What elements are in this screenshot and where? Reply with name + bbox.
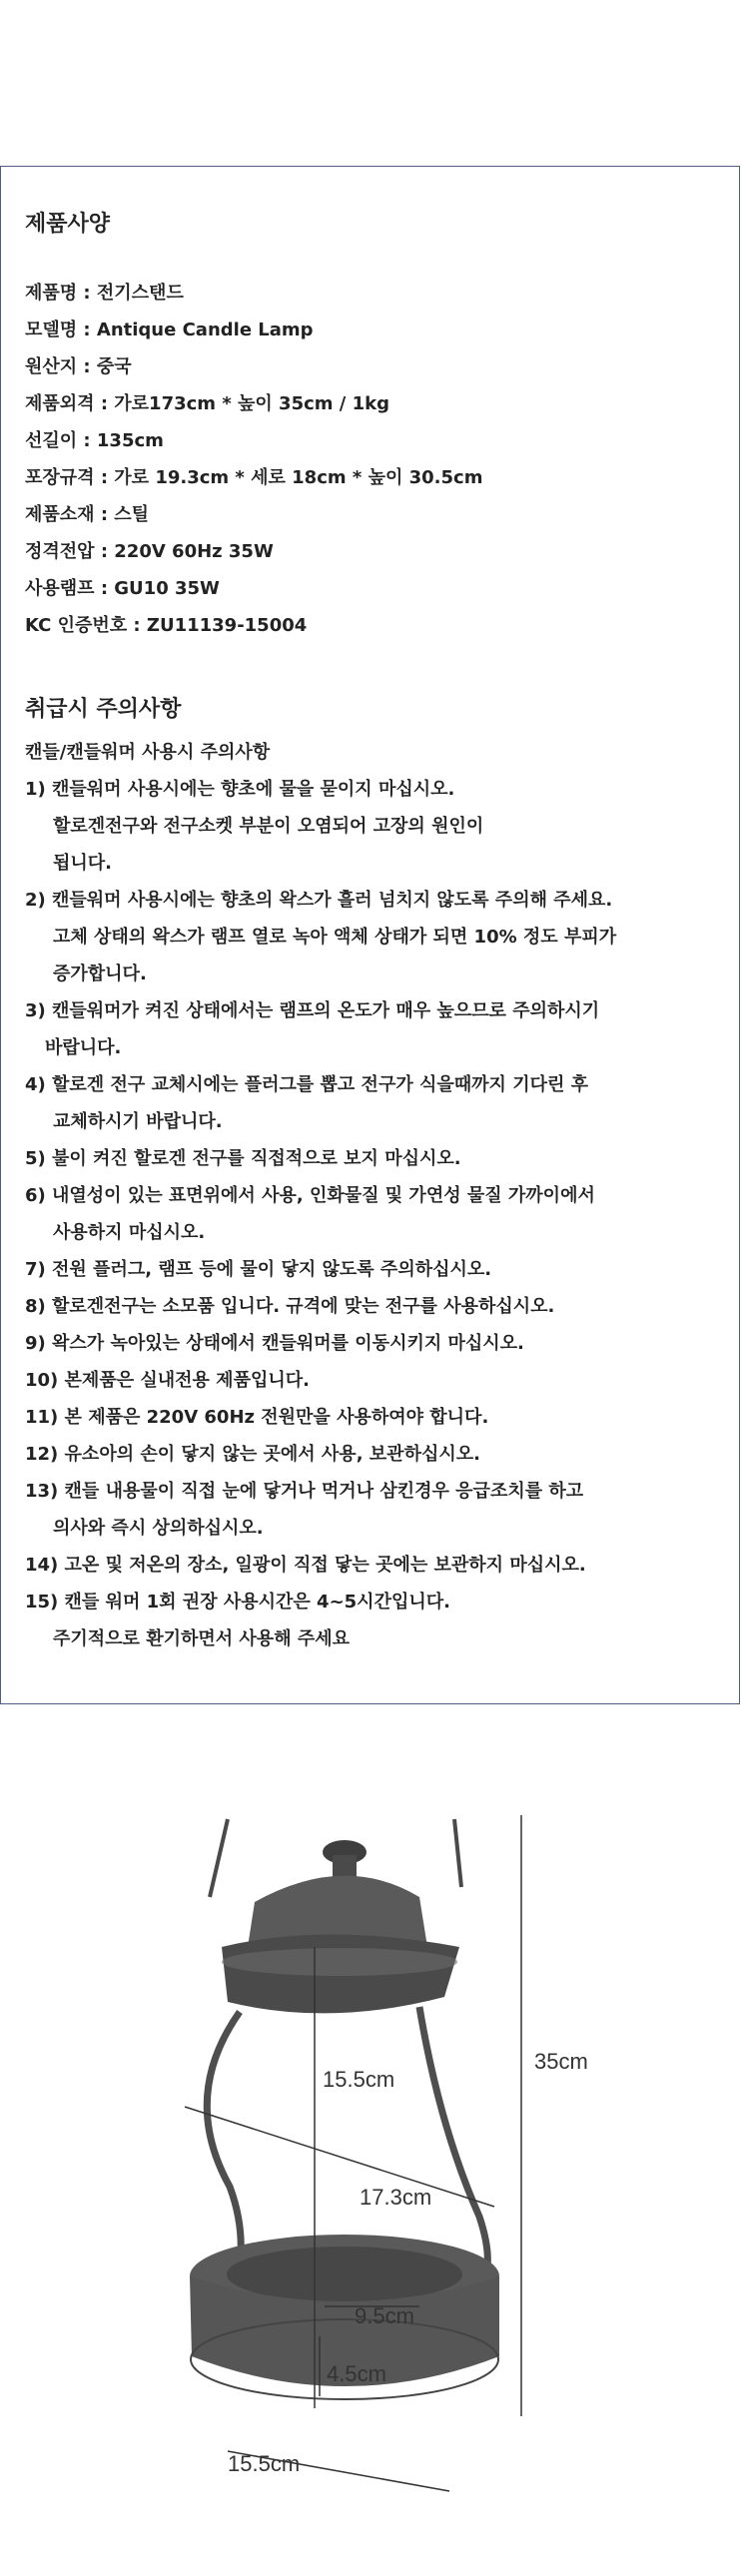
caution-line: 고체 상태의 왁스가 램프 열로 녹아 액체 상태가 되면 10% 정도 부피가 (53, 927, 617, 948)
base-width-label: 15.5cm (228, 2451, 301, 2476)
height-label: 35cm (534, 2049, 588, 2074)
caution-line: 5) 불이 켜진 할로겐 전구를 직접적으로 보지 마십시오. (25, 1148, 461, 1169)
caution-line: 4) 할로겐 전구 교체시에는 플러그를 뽑고 전구가 식을때까지 기다린 후 (25, 1074, 589, 1095)
base-height-label: 4.5cm (327, 2361, 386, 2386)
caution-line: 증가합니다. (53, 964, 147, 984)
spec-row: 제품명 : 전기스탠드 (25, 283, 184, 304)
inner-height-label: 15.5cm (323, 2067, 395, 2092)
caution-line: 11) 본 제품은 220V 60Hz 전원만을 사용하여야 합니다. (25, 1407, 489, 1428)
handle-wire-right (454, 1819, 461, 1887)
base-inner-label: 9.5cm (355, 2303, 414, 2328)
spec-row: 모델명 : Antique Candle Lamp (25, 320, 314, 340)
caution-line: 2) 캔들워머 사용시에는 향초의 왁스가 흘러 넘치지 않도록 주의해 주세요. (25, 890, 613, 911)
caution-line: 7) 전원 플러그, 램프 등에 물이 닿지 않도록 주의하십시오. (25, 1259, 492, 1280)
spec-panel (0, 166, 740, 1704)
caution-line: 사용하지 마십시오. (53, 1222, 206, 1243)
spec-row: 선길이 : 135cm (25, 430, 164, 451)
spec-row: KC 인증번호 : ZU11139-15004 (25, 615, 308, 636)
caution-line: 1) 캔들워머 사용시에는 향초에 물을 묻이지 마십시오. (25, 779, 455, 800)
caution-title: 취급시 주의사항 (25, 697, 182, 722)
lamp-base-plate (227, 2247, 462, 2302)
lamp-hood-rim (222, 1948, 457, 1976)
handle-wire-left (210, 1819, 228, 1897)
caution-line: 8) 할로겐전구는 소모품 입니다. 규격에 맞는 전구를 사용하십시오. (25, 1296, 555, 1317)
spec-row: 사용램프 : GU10 35W (25, 578, 220, 599)
caution-line: 교체하시기 바랍니다. (53, 1111, 223, 1132)
spec-row: 포장규격 : 가로 19.3cm * 세로 18cm * 높이 30.5cm (25, 467, 483, 488)
caution-line: 6) 내열성이 있는 표면위에서 사용, 인화물질 및 가연성 물질 가까이에서 (25, 1185, 595, 1206)
caution-line: 의사와 즉시 상의하십시오. (53, 1518, 264, 1539)
caution-line: 3) 캔들워머가 켜진 상태에서는 램프의 온도가 매우 높으므로 주의하시기 (25, 1000, 600, 1021)
spec-row: 제품소재 : 스틸 (25, 504, 150, 525)
caution-line: 됩니다. (53, 853, 113, 874)
caution-subtitle: 캔들/캔들워머 사용시 주의사항 (25, 742, 271, 763)
spec-title: 제품사양 (25, 212, 111, 237)
diagonal-label: 17.3cm (360, 2185, 432, 2210)
caution-line: 10) 본제품은 실내전용 제품입니다. (25, 1370, 310, 1391)
lamp-arm-right (419, 2007, 487, 2266)
caution-line: 15) 캔들 워머 1회 권장 사용시간은 4~5시간입니다. (25, 1592, 450, 1612)
caution-line: 12) 유소아의 손이 닿지 않는 곳에서 사용, 보관하십시오. (25, 1444, 480, 1465)
caution-line: 바랍니다. (45, 1037, 122, 1058)
spec-row: 정격전압 : 220V 60Hz 35W (25, 541, 274, 562)
caution-line: 13) 캔들 내용물이 직접 눈에 닿거나 먹거나 삼킨경우 응급조치를 하고 (25, 1481, 584, 1502)
spec-row: 제품외격 : 가로173cm * 높이 35cm / 1kg (25, 393, 390, 414)
caution-line: 9) 왁스가 녹아있는 상태에서 캔들워머를 이동시키지 마십시오. (25, 1333, 524, 1354)
caution-line: 14) 고온 및 저온의 장소, 일광이 직접 닿는 곳에는 보관하지 마십시오. (25, 1555, 586, 1576)
spec-row: 원산지 : 중국 (25, 356, 132, 377)
caution-line: 할로겐전구와 전구소켓 부분이 오염되어 고장의 원인이 (53, 816, 484, 837)
caution-line: 주기적으로 환기하면서 사용해 주세요 (53, 1628, 351, 1649)
lamp-dimension-illustration (0, 1797, 742, 2496)
lamp-arm-left (207, 2012, 241, 2266)
